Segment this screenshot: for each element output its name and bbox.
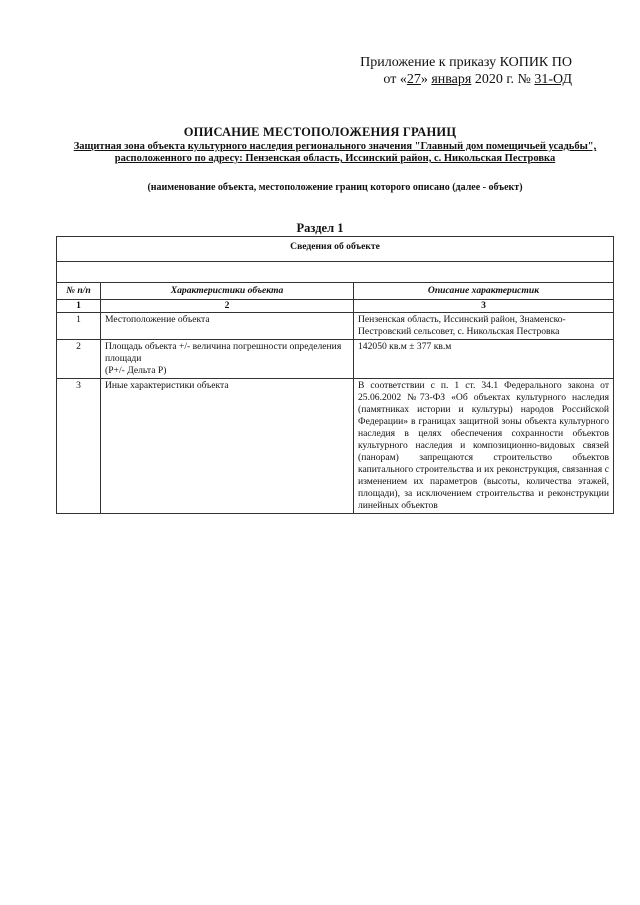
row-number: 1	[57, 313, 101, 340]
object-info-table	[56, 236, 614, 514]
table-colnum-row	[57, 300, 614, 313]
column-number: 3	[354, 300, 614, 313]
table-row	[57, 379, 614, 514]
row-characteristic	[101, 340, 354, 379]
table-columns-row	[57, 283, 614, 300]
table-row	[57, 313, 614, 340]
table-spacer	[57, 262, 614, 283]
appendix-number: 31-ОД	[534, 72, 572, 87]
table-header-row	[57, 237, 614, 262]
appendix-month: января	[431, 72, 472, 87]
appendix-prefix: от «	[383, 72, 407, 87]
object-name-caption: (наименование объекта, местоположение границ которого описано (далее - объект)	[147, 182, 523, 193]
row-characteristic: Иные характеристики объекта	[101, 379, 354, 514]
object-name: Защитная зона объекта культурного наследия регионального значения "Главный дом помещичьей усадьбы", расположенного по адресу: Пензенская область, Иссинский район, с. Никольская Пестровка	[73, 141, 597, 164]
column-header-num: № п/п	[57, 283, 101, 300]
column-header-description: Описание характеристик	[354, 283, 614, 300]
row-characteristic-text: Площадь объекта +/- величина погрешности определения площади	[105, 341, 342, 364]
appendix-note	[300, 54, 572, 88]
row-characteristic: Местоположение объекта	[101, 313, 354, 340]
column-number: 1	[57, 300, 101, 313]
table-spacer-row	[57, 262, 614, 283]
row-characteristic-note: (Р+/- Дельта Р)	[105, 365, 167, 376]
row-number: 3	[57, 379, 101, 514]
appendix-line-1: Приложение к приказу КОПИК ПО	[360, 55, 572, 70]
column-number: 2	[101, 300, 354, 313]
appendix-mid: »	[420, 72, 432, 87]
section-heading: Раздел 1	[296, 221, 344, 235]
row-description: 142050 кв.м ± 377 кв.м	[354, 340, 614, 379]
table-header: Сведения об объекте	[57, 237, 614, 262]
column-header-characteristic: Характеристики объекта	[101, 283, 354, 300]
appendix-line-2	[300, 71, 572, 88]
document-title: ОПИСАНИЕ МЕСТОПОЛОЖЕНИЯ ГРАНИЦ	[183, 125, 457, 139]
row-description: Пензенская область, Иссинский район, Знаменско-Пестровский сельсовет, с. Никольская Пестровка	[354, 313, 614, 340]
row-number: 2	[57, 340, 101, 379]
row-description: В соответствии с п. 1 ст. 34.1 Федерального закона от 25.06.2002 №73-ФЗ «Об объектах культурного наследия (памятниках истории и культуры) народов Российской Федерации» в границах защитной зоны объекта культурного наследия в целях обеспечения сохранности объектов культурного наследия и композиционно-видовых связей (панорам) запрещаются строительство объектов капитального строительства и их реконструкция, связанная с изменением их параметров (высоты, количества этажей, площади), за исключением строительства и реконструкции линейных объектов	[354, 379, 614, 514]
appendix-day: 27	[406, 72, 421, 87]
appendix-year: 2020 г. №	[471, 72, 535, 87]
table-row	[57, 340, 614, 379]
